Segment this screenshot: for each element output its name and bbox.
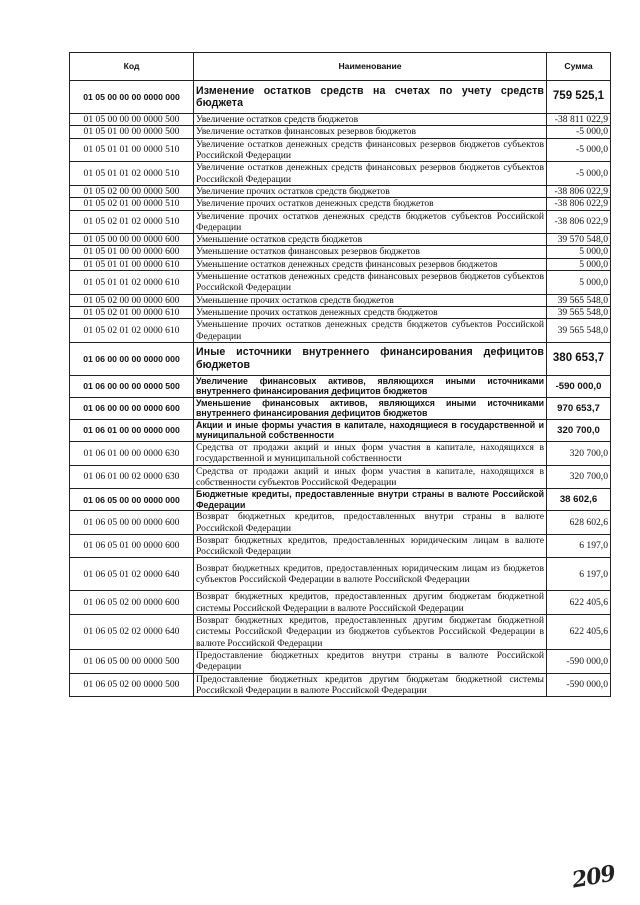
row-code: 01 05 02 01 02 0000 510 bbox=[70, 210, 194, 234]
budget-sources-table bbox=[69, 52, 611, 697]
row-sum: 622 405,6 bbox=[547, 615, 611, 650]
table-row bbox=[70, 673, 611, 697]
row-name: Уменьшение остатков денежных средств финансовых резервов бюджетов bbox=[194, 258, 547, 270]
table-row bbox=[70, 591, 611, 615]
table-row bbox=[70, 441, 611, 465]
row-sum: 759 525,1 bbox=[547, 81, 611, 114]
table-row bbox=[70, 375, 611, 397]
row-sum: 6 197,0 bbox=[547, 558, 611, 591]
row-code: 01 05 02 01 02 0000 610 bbox=[70, 319, 194, 343]
table-row bbox=[70, 271, 611, 295]
row-sum: 38 602,6 bbox=[547, 489, 611, 511]
row-code: 01 06 05 02 00 0000 500 bbox=[70, 673, 194, 697]
row-sum: -590 000,0 bbox=[547, 375, 611, 397]
table-row bbox=[70, 319, 611, 343]
row-code: 01 05 02 01 00 0000 610 bbox=[70, 307, 194, 319]
table-row bbox=[70, 307, 611, 319]
table-row bbox=[70, 558, 611, 591]
row-sum: -5 000,0 bbox=[547, 126, 611, 138]
row-sum: 622 405,6 bbox=[547, 591, 611, 615]
table-row bbox=[70, 114, 611, 126]
row-name: Увеличение финансовых активов, являющихся иными источниками внутреннего финансирования дефицитов бюджетов bbox=[194, 375, 547, 397]
row-sum: 5 000,0 bbox=[547, 271, 611, 295]
row-sum: 39 565 548,0 bbox=[547, 294, 611, 306]
table-row bbox=[70, 258, 611, 270]
row-name: Увеличение прочих остатков денежных средств бюджетов субъектов Российской Федерации bbox=[194, 210, 547, 234]
row-name: Бюджетные кредиты, предоставленные внутри страны в валюте Российской Федерации bbox=[194, 489, 547, 511]
row-code: 01 05 01 00 00 0000 600 bbox=[70, 246, 194, 258]
table-row bbox=[70, 342, 611, 375]
row-sum: 970 653,7 bbox=[547, 397, 611, 419]
row-code: 01 05 00 00 00 0000 000 bbox=[70, 81, 194, 114]
row-sum: 320 700,0 bbox=[547, 465, 611, 489]
table-row bbox=[70, 294, 611, 306]
row-sum: -590 000,0 bbox=[547, 673, 611, 697]
row-name: Увеличение остатков денежных средств финансовых резервов бюджетов субъектов Российской Федерации bbox=[194, 162, 547, 186]
row-sum: -38 806 022,9 bbox=[547, 198, 611, 210]
row-name: Уменьшение прочих остатков денежных средств бюджетов субъектов Российской Федерации bbox=[194, 319, 547, 343]
table-row bbox=[70, 465, 611, 489]
row-name: Средства от продажи акций и иных форм участия в капитале, находящихся в собственности субъектов Российской Федерации bbox=[194, 465, 547, 489]
row-sum: -38 811 022,9 bbox=[547, 114, 611, 126]
table-row bbox=[70, 489, 611, 511]
row-code: 01 05 02 01 00 0000 510 bbox=[70, 198, 194, 210]
row-sum: 39 570 548,0 bbox=[547, 234, 611, 246]
header-code: Код bbox=[70, 53, 194, 81]
header-sum: Сумма bbox=[547, 53, 611, 81]
table-row bbox=[70, 534, 611, 558]
row-name: Уменьшение остатков средств бюджетов bbox=[194, 234, 547, 246]
row-code: 01 06 01 00 00 0000 630 bbox=[70, 441, 194, 465]
row-sum: -38 806 022,9 bbox=[547, 185, 611, 197]
row-code: 01 05 01 00 00 0000 500 bbox=[70, 126, 194, 138]
row-sum: -5 000,0 bbox=[547, 138, 611, 162]
row-name: Возврат бюджетных кредитов, предоставленных юридическим лицам в валюте Российской Федерации bbox=[194, 534, 547, 558]
table-row bbox=[70, 198, 611, 210]
row-name: Уменьшение остатков денежных средств финансовых резервов бюджетов субъектов Российской Федерации bbox=[194, 271, 547, 295]
row-code: 01 05 00 00 00 0000 600 bbox=[70, 234, 194, 246]
table-row bbox=[70, 126, 611, 138]
row-sum: 39 565 548,0 bbox=[547, 319, 611, 343]
table-row bbox=[70, 234, 611, 246]
row-code: 01 06 05 01 00 0000 600 bbox=[70, 534, 194, 558]
row-name: Уменьшение прочих остатков денежных средств бюджетов bbox=[194, 307, 547, 319]
row-sum: -590 000,0 bbox=[547, 650, 611, 674]
row-code: 01 06 00 00 00 0000 000 bbox=[70, 342, 194, 375]
row-code: 01 06 05 02 02 0000 640 bbox=[70, 615, 194, 650]
row-name: Уменьшение остатков финансовых резервов бюджетов bbox=[194, 246, 547, 258]
row-name: Возврат бюджетных кредитов, предоставленных юридическим лицам из бюджетов субъектов Российской Федерации в валюте Российской Федерации bbox=[194, 558, 547, 591]
row-sum: 39 565 548,0 bbox=[547, 307, 611, 319]
row-code: 01 05 00 00 00 0000 500 bbox=[70, 114, 194, 126]
row-code: 01 06 01 00 00 0000 000 bbox=[70, 419, 194, 441]
row-name: Иные источники внутреннего финансирования дефицитов бюджетов bbox=[194, 342, 547, 375]
table-row bbox=[70, 162, 611, 186]
table-row bbox=[70, 397, 611, 419]
row-code: 01 06 05 00 00 0000 000 bbox=[70, 489, 194, 511]
row-name: Средства от продажи акций и иных форм участия в капитале, находящихся в государственной и муниципальной собственности bbox=[194, 441, 547, 465]
row-code: 01 05 02 00 00 0000 600 bbox=[70, 294, 194, 306]
header-name: Наименование bbox=[194, 53, 547, 81]
page-number: 209 bbox=[570, 860, 617, 894]
row-sum: -5 000,0 bbox=[547, 162, 611, 186]
row-name: Уменьшение финансовых активов, являющихся иными источниками внутреннего финансирования дефицитов бюджетов bbox=[194, 397, 547, 419]
row-sum: -38 806 022,9 bbox=[547, 210, 611, 234]
row-name: Увеличение остатков финансовых резервов бюджетов bbox=[194, 126, 547, 138]
row-sum: 320 700,0 bbox=[547, 419, 611, 441]
row-name: Уменьшение прочих остатков средств бюджетов bbox=[194, 294, 547, 306]
table-row bbox=[70, 210, 611, 234]
row-code: 01 06 01 00 02 0000 630 bbox=[70, 465, 194, 489]
row-name: Акции и иные формы участия в капитале, находящиеся в государственной и муниципальной собственности bbox=[194, 419, 547, 441]
row-name: Изменение остатков средств на счетах по учету средств бюджета bbox=[194, 81, 547, 114]
row-code: 01 06 05 01 02 0000 640 bbox=[70, 558, 194, 591]
table-header-row bbox=[70, 53, 611, 81]
table-row bbox=[70, 419, 611, 441]
table-row bbox=[70, 81, 611, 114]
row-sum: 320 700,0 bbox=[547, 441, 611, 465]
table-body bbox=[70, 81, 611, 697]
row-name: Возврат бюджетных кредитов, предоставленных внутри страны в валюте Российской Федерации bbox=[194, 511, 547, 535]
row-code: 01 05 02 00 00 0000 500 bbox=[70, 185, 194, 197]
table-row bbox=[70, 246, 611, 258]
row-code: 01 06 00 00 00 0000 500 bbox=[70, 375, 194, 397]
row-code: 01 05 01 01 00 0000 610 bbox=[70, 258, 194, 270]
table-row bbox=[70, 650, 611, 674]
row-code: 01 06 00 00 00 0000 600 bbox=[70, 397, 194, 419]
row-sum: 6 197,0 bbox=[547, 534, 611, 558]
table-row bbox=[70, 511, 611, 535]
row-sum: 628 602,6 bbox=[547, 511, 611, 535]
row-code: 01 05 01 01 02 0000 510 bbox=[70, 162, 194, 186]
row-code: 01 06 05 00 00 0000 500 bbox=[70, 650, 194, 674]
row-code: 01 05 01 01 02 0000 610 bbox=[70, 271, 194, 295]
row-name: Увеличение остатков средств бюджетов bbox=[194, 114, 547, 126]
table-row bbox=[70, 185, 611, 197]
row-name: Предоставление бюджетных кредитов другим бюджетам бюджетной системы Российской Федерации в валюте Российской Федерации bbox=[194, 673, 547, 697]
row-name: Увеличение прочих остатков средств бюджетов bbox=[194, 185, 547, 197]
row-name: Возврат бюджетных кредитов, предоставленных другим бюджетам бюджетной системы Российской Федерации из бюджетов субъектов Российской Федерации в валюте Российской Федерации bbox=[194, 615, 547, 650]
table-row bbox=[70, 615, 611, 650]
row-sum: 5 000,0 bbox=[547, 258, 611, 270]
row-name: Увеличение остатков денежных средств финансовых резервов бюджетов субъектов Российской Федерации bbox=[194, 138, 547, 162]
row-name: Увеличение прочих остатков денежных средств бюджетов bbox=[194, 198, 547, 210]
row-name: Возврат бюджетных кредитов, предоставленных другим бюджетам бюджетной системы Российской Федерации в валюте Российской Федерации bbox=[194, 591, 547, 615]
row-sum: 380 653,7 bbox=[547, 342, 611, 375]
row-code: 01 06 05 00 00 0000 600 bbox=[70, 511, 194, 535]
row-name: Предоставление бюджетных кредитов внутри страны в валюте Российской Федерации bbox=[194, 650, 547, 674]
row-code: 01 05 01 01 00 0000 510 bbox=[70, 138, 194, 162]
row-code: 01 06 05 02 00 0000 600 bbox=[70, 591, 194, 615]
table-row bbox=[70, 138, 611, 162]
row-sum: 5 000,0 bbox=[547, 246, 611, 258]
